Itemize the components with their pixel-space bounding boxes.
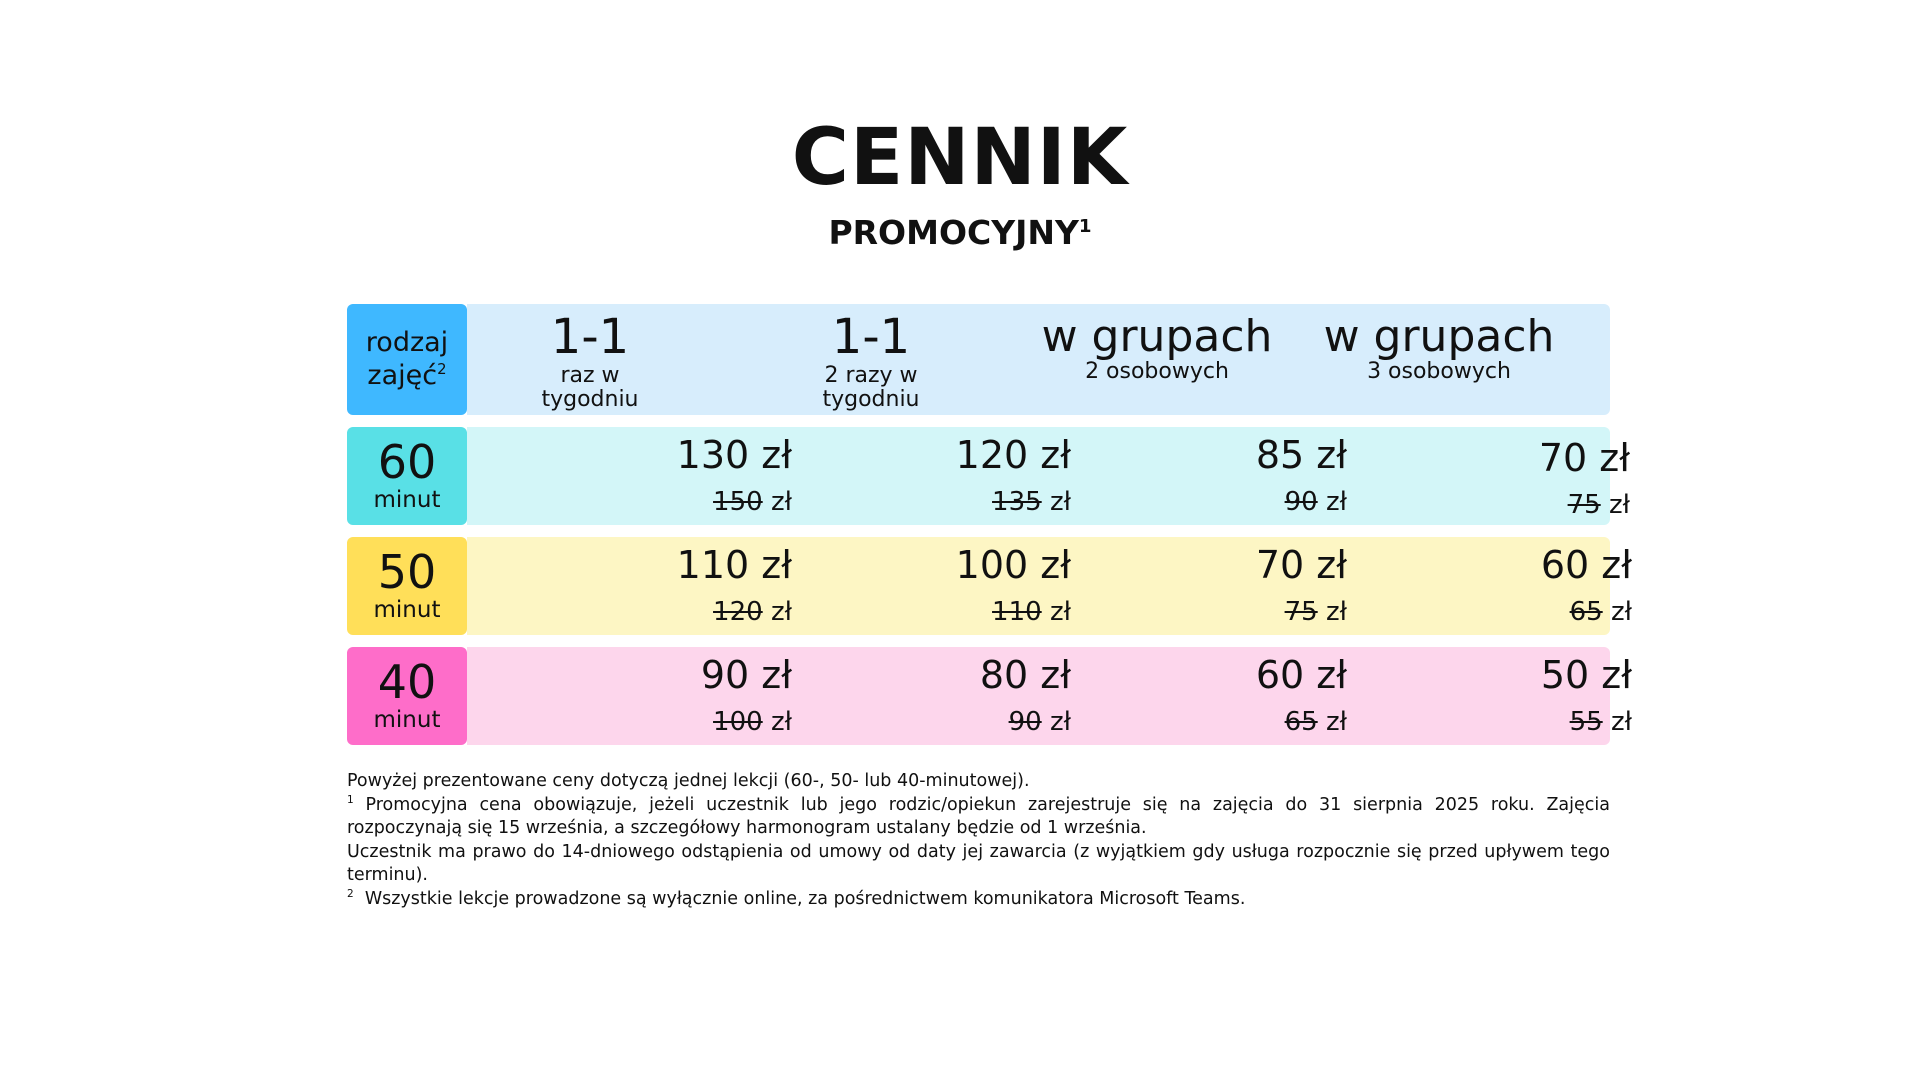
header-columns (467, 304, 1610, 415)
price-old-value: 90 (1284, 487, 1318, 517)
price-current: 60 zł (1255, 653, 1347, 697)
col-header-2-sub2: tygodniu (822, 387, 920, 412)
price-cells-60 (467, 427, 1630, 525)
duration-unit: minut (373, 597, 441, 623)
price-old (1107, 597, 1347, 627)
col-header-2-sub1: 2 razy w (824, 363, 918, 388)
price-old-value: 120 (713, 597, 763, 627)
price-current: 110 zł (676, 543, 792, 587)
price-old-currency: zł (1608, 490, 1630, 520)
price-cells-40 (467, 647, 1632, 745)
price-old (552, 487, 792, 517)
price-current: 70 zł (1255, 543, 1347, 587)
price-old (831, 597, 1071, 627)
price-old-value: 75 (1284, 597, 1318, 627)
price-current: 60 zł (1540, 543, 1632, 587)
price-current: 50 zł (1540, 653, 1632, 697)
note-mark-2: 2 (347, 887, 354, 900)
price-row-40 (347, 647, 1632, 745)
duration-cell-60 (347, 427, 467, 525)
note-line-2 (347, 794, 1610, 841)
price-row-50 (347, 537, 1632, 635)
footnote-mark-2: 2 (437, 360, 447, 378)
price-row-60 (347, 427, 1630, 525)
price-old (552, 597, 792, 627)
duration-unit: minut (373, 707, 441, 733)
price-old-value: 100 (713, 707, 763, 737)
note-line-4 (347, 888, 1610, 912)
price-old-currency: zł (1325, 487, 1347, 517)
col-header-3-main: w grupach (1041, 311, 1273, 362)
price-current: 80 zł (979, 653, 1071, 697)
col-header-1 (467, 310, 713, 412)
duration-number: 50 (377, 545, 437, 599)
price-old-value: 75 (1567, 490, 1601, 520)
price-old (831, 707, 1071, 737)
price-old-value: 55 (1569, 707, 1603, 737)
note-line-2-text: Promocyjna cena obowiązuje, jeżeli uczestnik lub jego rodzic/opiekun zarejestruje się na zajęcia do 31 sierpnia 2025 roku. Zajęcia rozpoczynają się 15 września, a szczegółowy harmonogram ustalany będzie od 1 września. (347, 794, 1610, 838)
price-old-currency: zł (770, 707, 792, 737)
price-old (1392, 597, 1632, 627)
type-header-cell (347, 304, 467, 415)
col-header-3 (1007, 310, 1307, 384)
price-old-currency: zł (1325, 707, 1347, 737)
price-current: 85 zł (1255, 433, 1347, 477)
price-current: 100 zł (955, 543, 1071, 587)
duration-cell-50 (347, 537, 467, 635)
price-old-value: 110 (992, 597, 1042, 627)
table-header-row (347, 304, 1610, 415)
price-old-currency: zł (1049, 487, 1071, 517)
price-old (1390, 490, 1630, 520)
price-old-value: 90 (1008, 707, 1042, 737)
price-old (552, 707, 792, 737)
duration-number: 40 (377, 655, 437, 709)
type-header-label (347, 326, 467, 392)
price-old-currency: zł (1325, 597, 1347, 627)
price-old (1107, 487, 1347, 517)
price-cells-50 (467, 537, 1632, 635)
price-current: 70 zł (1538, 436, 1630, 480)
note-line-3: Uczestnik ma prawo do 14-dniowego odstąpienia od umowy od daty jej zawarcia (z wyjątkiem gdy usługa rozpocznie się przed upływem tego terminu). (347, 841, 1610, 885)
price-current: 90 zł (700, 653, 792, 697)
price-old-currency: zł (770, 597, 792, 627)
duration-unit: minut (373, 487, 441, 513)
footnotes (347, 770, 1610, 911)
duration-cell-40 (347, 647, 467, 745)
price-old (831, 487, 1071, 517)
col-header-4 (1289, 310, 1589, 384)
subtitle-text: PROMOCYJNY (828, 213, 1079, 252)
note-line-4-text: Wszystkie lekcje prowadzone są wyłącznie online, za pośrednictwem komunikatora Microsoft Teams. (364, 888, 1246, 909)
type-label-line1: rodzaj (365, 327, 449, 358)
price-old-currency: zł (1610, 707, 1632, 737)
col-header-3-sub1: 2 osobowych (1085, 359, 1229, 384)
price-old-value: 135 (992, 487, 1042, 517)
type-label-line2: zajęć (367, 360, 438, 391)
price-current: 120 zł (955, 433, 1071, 477)
col-header-1-sub1: raz w (560, 363, 620, 388)
col-header-2-main: 1-1 (831, 309, 911, 365)
col-header-2 (748, 310, 994, 412)
col-header-1-sub2: tygodniu (541, 387, 639, 412)
col-header-4-main: w grupach (1323, 311, 1555, 362)
page-title: CENNIK (791, 113, 1129, 203)
price-old-currency: zł (1610, 597, 1632, 627)
note-mark-1: 1 (347, 793, 354, 806)
price-old-currency: zł (1049, 707, 1071, 737)
col-header-4-sub1: 3 osobowych (1367, 359, 1511, 384)
price-old (1392, 707, 1632, 737)
price-old-value: 65 (1569, 597, 1603, 627)
col-header-1-main: 1-1 (550, 309, 630, 365)
duration-number: 60 (377, 435, 437, 489)
price-old-currency: zł (770, 487, 792, 517)
page-subtitle (0, 208, 1920, 258)
price-old (1107, 707, 1347, 737)
footnote-mark-1: 1 (1078, 216, 1092, 237)
price-old-value: 65 (1284, 707, 1318, 737)
price-current: 130 zł (676, 433, 792, 477)
price-old-value: 150 (713, 487, 763, 517)
price-old-currency: zł (1049, 597, 1071, 627)
note-line-1: Powyżej prezentowane ceny dotyczą jednej lekcji (60-, 50- lub 40-minutowej). (347, 771, 1030, 791)
